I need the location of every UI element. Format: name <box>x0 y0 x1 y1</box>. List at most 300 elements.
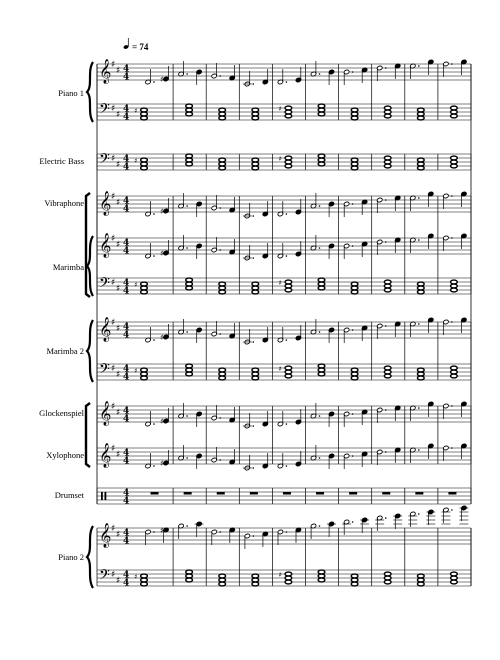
bass-clef: 𝄢 <box>99 361 110 381</box>
whole-notehead <box>351 582 358 586</box>
whole-notehead <box>417 290 424 294</box>
half-note <box>277 453 283 469</box>
augmentation-dot <box>286 81 288 83</box>
instrument-label-vibraphone: Vibraphone <box>44 198 84 208</box>
half-note <box>178 235 184 251</box>
half-note <box>145 453 151 469</box>
quarter-note <box>459 505 468 524</box>
whole-notehead <box>219 376 226 380</box>
quarter-note <box>262 327 268 343</box>
augmentation-dot <box>451 321 453 323</box>
sharp-sign: ♯ <box>116 160 121 170</box>
brace-marimba <box>87 236 93 296</box>
augmentation-dot <box>153 255 155 257</box>
half-note <box>211 405 217 421</box>
whole-notehead <box>318 286 325 290</box>
whole-notehead <box>141 116 148 120</box>
whole-notehead <box>384 280 391 284</box>
whole-notehead <box>186 104 193 108</box>
augmentation-dot <box>352 203 354 205</box>
time-signature <box>123 489 129 507</box>
whole-notehead <box>141 162 148 166</box>
augmentation-dot <box>385 67 387 69</box>
bass-staff <box>97 104 471 120</box>
time-signature-top: 4 <box>123 196 130 207</box>
time-signature-top: 4 <box>123 570 130 581</box>
whole-notehead <box>219 166 226 170</box>
whole-notehead <box>252 116 259 120</box>
half-note <box>410 63 416 79</box>
quarter-note <box>428 191 434 207</box>
bass-staff <box>97 364 471 380</box>
quarter-note <box>395 237 401 253</box>
bass-clef: 𝄢 <box>99 275 110 295</box>
augmentation-dot <box>286 531 288 533</box>
time-signature-bottom: 4 <box>123 72 130 83</box>
time-signature-top: 4 <box>123 528 130 539</box>
whole-rest <box>448 492 456 495</box>
sharp-sign: ♯ <box>116 66 121 76</box>
quarter-note <box>395 321 401 337</box>
whole-notehead <box>417 162 424 166</box>
time-signature-top: 4 <box>123 104 130 115</box>
whole-notehead <box>219 582 226 586</box>
augmentation-dot <box>319 247 321 249</box>
whole-notehead <box>186 278 193 282</box>
half-note <box>410 447 416 463</box>
augmentation-dot <box>451 509 453 511</box>
augmentation-dot <box>385 325 387 327</box>
whole-notehead <box>417 112 424 116</box>
whole-notehead <box>252 282 259 286</box>
time-signature-top: 4 <box>123 448 130 459</box>
quarter-note <box>428 401 434 417</box>
half-note <box>410 321 416 337</box>
augmentation-dot <box>253 467 255 469</box>
half-note <box>443 235 449 251</box>
quarter-note <box>196 453 202 469</box>
whole-notehead <box>219 290 226 294</box>
augmentation-dot <box>418 65 420 67</box>
key-signature <box>111 364 120 380</box>
augmentation-dot <box>186 331 188 333</box>
whole-notehead <box>252 286 259 290</box>
whole-notehead <box>318 364 325 368</box>
key-signature <box>111 570 120 586</box>
instrument-label-piano-2: Piano 2 <box>58 552 84 562</box>
quarter-note <box>229 65 235 81</box>
quarter-note <box>328 411 334 427</box>
whole-notehead <box>285 114 292 118</box>
whole-notehead <box>384 164 391 168</box>
whole-notehead <box>186 574 193 578</box>
augmentation-dot <box>153 531 155 533</box>
half-note <box>277 69 283 85</box>
sharp-sign: ♯ <box>111 60 116 70</box>
quarter-note <box>196 243 202 259</box>
quarter-note <box>328 243 334 259</box>
sharp-accidental: ♯ <box>160 526 164 535</box>
half-note <box>441 507 450 524</box>
quarter-note <box>426 509 435 525</box>
quarter-note <box>393 513 402 529</box>
whole-notehead <box>417 108 424 112</box>
quarter-note <box>295 325 301 341</box>
sharp-accidental: ♯ <box>134 573 138 581</box>
whole-notehead <box>219 286 226 290</box>
whole-rest <box>151 492 159 495</box>
augmentation-dot <box>352 413 354 415</box>
whole-notehead <box>384 370 391 374</box>
half-note <box>344 411 350 427</box>
whole-notehead <box>285 374 292 378</box>
whole-notehead <box>318 570 325 574</box>
barlines-piano-1 <box>97 64 471 120</box>
half-note <box>243 245 252 261</box>
whole-notehead <box>384 288 391 292</box>
half-note <box>211 63 217 79</box>
augmentation-dot <box>286 465 288 467</box>
quarter-note <box>229 527 235 543</box>
instrument-label-piano-1: Piano 1 <box>58 88 84 98</box>
whole-notehead <box>384 160 391 164</box>
augmentation-dot <box>418 323 420 325</box>
whole-notehead <box>451 110 458 114</box>
whole-notehead <box>318 368 325 372</box>
sharp-sign: ♯ <box>111 570 116 580</box>
augmentation-dot <box>253 425 255 427</box>
whole-notehead <box>451 580 458 584</box>
augmentation-dot <box>186 415 188 417</box>
whole-notehead <box>351 166 358 170</box>
whole-notehead <box>417 582 424 586</box>
whole-notehead <box>318 108 325 112</box>
melody-notes <box>145 505 468 549</box>
sharp-accidental: ♯ <box>134 367 138 375</box>
sharp-sign: ♯ <box>116 450 121 460</box>
sharp-sign: ♯ <box>116 198 121 208</box>
half-note <box>145 201 151 217</box>
time-signature-bottom: 4 <box>123 162 130 173</box>
quarter-note <box>229 407 235 423</box>
quarter-note <box>461 401 467 417</box>
quarter-note <box>262 453 268 469</box>
time-signature-bottom: 4 <box>123 414 130 425</box>
whole-notehead <box>219 368 226 372</box>
augmentation-dot <box>219 459 221 461</box>
whole-notehead <box>186 368 193 372</box>
augmentation-dot <box>153 81 155 83</box>
half-note <box>377 449 383 465</box>
quarter-note <box>295 527 301 543</box>
half-note <box>243 71 252 87</box>
time-signature-top: 4 <box>123 154 130 165</box>
whole-notehead <box>318 278 325 282</box>
whole-notehead <box>384 576 391 580</box>
treble-clef: 𝄞 <box>99 59 112 83</box>
whole-notehead <box>219 574 226 578</box>
quarter-note <box>196 201 202 217</box>
time-signature-bottom: 4 <box>123 204 130 215</box>
half-note <box>310 61 316 77</box>
quarter-note <box>295 241 301 257</box>
augmentation-dot <box>186 205 188 207</box>
key-signature <box>111 60 120 76</box>
augmentation-dot <box>385 241 387 243</box>
augmentation-dot <box>352 329 354 331</box>
quarter-note <box>229 197 235 213</box>
whole-notehead <box>417 372 424 376</box>
augmentation-dot <box>219 75 221 77</box>
whole-notehead <box>451 366 458 370</box>
whole-notehead <box>141 578 148 582</box>
whole-notehead <box>252 166 259 170</box>
sharp-accidental: ♯ <box>160 249 164 258</box>
whole-notehead <box>186 108 193 112</box>
half-note <box>344 201 350 217</box>
quarter-note <box>395 447 401 463</box>
half-note <box>344 69 350 85</box>
treble-clef: 𝄞 <box>99 401 112 425</box>
whole-notehead <box>186 154 193 158</box>
whole-notehead <box>141 290 148 294</box>
augmentation-dot <box>385 199 387 201</box>
whole-notehead <box>186 578 193 582</box>
augmentation-dot <box>253 341 255 343</box>
augmentation-dot <box>319 525 321 527</box>
half-note <box>211 529 217 545</box>
brace-marimba-2 <box>87 320 93 382</box>
percussion-clef <box>101 492 103 500</box>
half-note <box>178 445 184 461</box>
sharp-accidental: ♯ <box>134 157 138 165</box>
key-signature <box>111 318 120 334</box>
augmentation-dot <box>451 195 453 197</box>
melody-notes <box>145 317 467 344</box>
time-signature-bottom: 4 <box>123 286 130 297</box>
whole-notehead <box>318 104 325 108</box>
instrument-label-xylophone: Xylophone <box>46 450 84 460</box>
instrument-label-marimba-2: Marimba 2 <box>46 346 84 356</box>
augmentation-dot <box>153 423 155 425</box>
whole-notehead <box>451 374 458 378</box>
augmentation-dot <box>253 535 255 537</box>
whole-notehead <box>417 158 424 162</box>
barlines-piano-2 <box>97 528 471 586</box>
bass-clef: 𝄢 <box>99 101 110 121</box>
quarter-note <box>362 325 368 341</box>
augmentation-dot <box>418 513 420 515</box>
whole-notehead <box>351 290 358 294</box>
whole-notehead <box>141 112 148 116</box>
sharp-sign: ♯ <box>111 278 116 288</box>
sharp-sign: ♯ <box>116 110 121 120</box>
barlines-marimba-2 <box>97 322 471 380</box>
whole-notehead <box>351 286 358 290</box>
quarter-note <box>328 453 334 469</box>
whole-notehead <box>252 376 259 380</box>
quarter-note <box>362 241 368 257</box>
augmentation-dot <box>385 451 387 453</box>
whole-notehead <box>351 108 358 112</box>
whole-notehead <box>318 372 325 376</box>
whole-notehead <box>384 580 391 584</box>
half-note <box>344 243 350 259</box>
whole-notehead <box>285 288 292 292</box>
quarter-note <box>328 327 334 343</box>
whole-notehead <box>384 156 391 160</box>
augmentation-dot <box>451 237 453 239</box>
whole-notehead <box>351 116 358 120</box>
sharp-accidental: ♯ <box>278 105 282 113</box>
half-note <box>243 455 252 471</box>
whole-notehead <box>186 364 193 368</box>
time-signature-top: 4 <box>123 406 130 417</box>
augmentation-dot <box>153 465 155 467</box>
quarter-note <box>196 327 202 343</box>
half-note <box>310 319 316 335</box>
whole-notehead <box>252 290 259 294</box>
quarter-note <box>395 405 401 421</box>
whole-notehead <box>318 112 325 116</box>
whole-notehead <box>186 162 193 166</box>
whole-notehead <box>186 158 193 162</box>
sharp-accidental: ♯ <box>278 155 282 163</box>
whole-notehead <box>219 282 226 286</box>
sharp-sign: ♯ <box>116 324 121 334</box>
instrument-label-marimba: Marimba <box>52 262 84 272</box>
whole-notehead <box>451 576 458 580</box>
barlines-glock-xylo <box>97 406 471 464</box>
whole-notehead <box>252 368 259 372</box>
quarter-note <box>362 409 368 425</box>
augmentation-dot <box>286 423 288 425</box>
sharp-sign: ♯ <box>111 154 116 164</box>
bass-staff <box>97 570 471 586</box>
time-signature-bottom: 4 <box>123 536 130 547</box>
whole-notehead <box>384 110 391 114</box>
instrument-label-glockenspiel: Glockenspiel <box>39 408 84 418</box>
whole-notehead <box>384 114 391 118</box>
whole-notehead <box>219 158 226 162</box>
quarter-note <box>395 63 401 79</box>
whole-notehead <box>451 572 458 576</box>
whole-notehead <box>285 576 292 580</box>
time-signature <box>123 105 129 123</box>
whole-notehead <box>417 116 424 120</box>
key-signature <box>111 278 120 294</box>
brace-piano-2 <box>87 526 93 588</box>
quarter-note <box>295 451 301 467</box>
half-note <box>244 533 250 549</box>
whole-notehead <box>417 282 424 286</box>
whole-notehead <box>219 108 226 112</box>
percussion-clef <box>105 492 107 500</box>
whole-notehead <box>219 116 226 120</box>
melody-notes <box>145 59 467 86</box>
augmentation-dot <box>253 257 255 259</box>
sharp-sign: ♯ <box>116 240 121 250</box>
whole-notehead <box>384 374 391 378</box>
whole-notehead <box>186 282 193 286</box>
sharp-sign: ♯ <box>116 408 121 418</box>
time-signature-bottom: 4 <box>123 372 130 383</box>
quarter-note <box>295 67 301 83</box>
half-note <box>310 193 316 209</box>
whole-notehead <box>318 578 325 582</box>
augmentation-dot <box>451 447 453 449</box>
half-note <box>443 403 449 419</box>
time-signature-bottom: 4 <box>123 246 130 257</box>
half-note <box>211 195 217 211</box>
time-signature-top: 4 <box>123 488 130 499</box>
whole-notehead <box>351 162 358 166</box>
barlines-mallets <box>97 196 471 294</box>
whole-notehead <box>384 366 391 370</box>
half-note <box>178 61 184 77</box>
whole-notehead <box>451 114 458 118</box>
augmentation-dot <box>219 207 221 209</box>
tempo-marking: = 74 <box>132 42 149 52</box>
time-signature <box>123 571 129 589</box>
whole-notehead <box>351 282 358 286</box>
quarter-note <box>395 195 401 211</box>
time-signature-top: 4 <box>123 238 130 249</box>
whole-notehead <box>219 112 226 116</box>
sharp-sign: ♯ <box>111 318 116 328</box>
whole-notehead <box>141 282 148 286</box>
whole-notehead <box>351 368 358 372</box>
half-note <box>310 403 316 419</box>
sharp-sign: ♯ <box>111 364 116 374</box>
time-signature <box>123 529 129 547</box>
half-note <box>178 523 184 539</box>
quarter-note <box>360 517 369 533</box>
treble-staff <box>97 528 471 544</box>
sharp-sign: ♯ <box>116 530 121 540</box>
half-note <box>443 61 449 77</box>
quarter-note <box>229 449 235 465</box>
whole-notehead <box>219 162 226 166</box>
whole-notehead <box>285 370 292 374</box>
augmentation-dot <box>451 63 453 65</box>
time-signature-top: 4 <box>123 364 130 375</box>
half-note <box>310 523 316 539</box>
augmentation-dot <box>219 333 221 335</box>
quarter-note <box>196 411 202 427</box>
augmentation-dot <box>219 531 221 533</box>
whole-notehead <box>451 288 458 292</box>
half-note <box>145 69 151 85</box>
augmentation-dot <box>253 215 255 217</box>
quarter-note <box>461 233 467 249</box>
half-note <box>178 403 184 419</box>
whole-notehead <box>285 580 292 584</box>
whole-notehead <box>285 160 292 164</box>
whole-notehead <box>186 570 193 574</box>
augmentation-dot <box>319 457 321 459</box>
time-signature <box>123 239 129 257</box>
augmentation-dot <box>219 417 221 419</box>
whole-notehead <box>451 370 458 374</box>
augmentation-dot <box>352 455 354 457</box>
augmentation-dot <box>253 83 255 85</box>
half-note <box>375 515 384 531</box>
half-note <box>443 193 449 209</box>
quarter-note <box>327 521 336 537</box>
time-signature <box>123 323 129 341</box>
whole-notehead <box>252 158 259 162</box>
